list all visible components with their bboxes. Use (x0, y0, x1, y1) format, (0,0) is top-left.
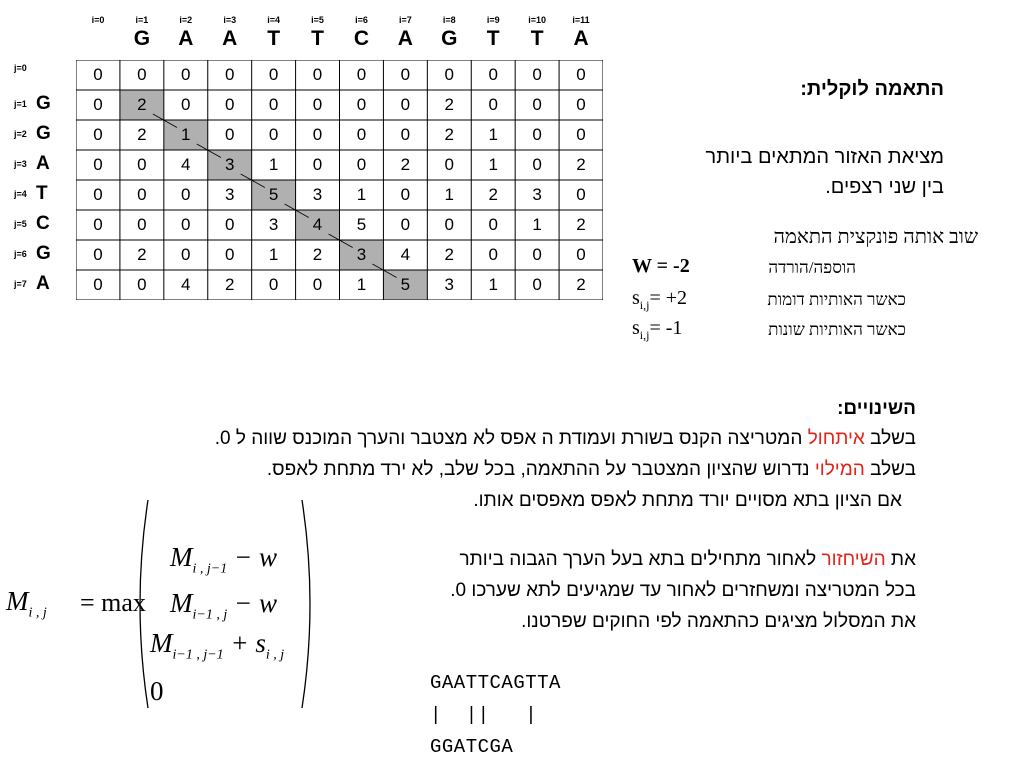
matrix-cell: 4 (296, 210, 340, 240)
local-title: התאמה לוקלית: (800, 78, 944, 100)
col-base: G (441, 27, 458, 50)
col-index: i=9 (486, 15, 500, 25)
local-desc-line1: מציאת האזור המתאים ביותר (705, 146, 944, 168)
matrix-cell: 2 (576, 155, 586, 174)
matrix-cell: 0 (488, 95, 498, 114)
scoring-title: שוב אותה פונקצית התאמה (773, 226, 978, 248)
fill-word: המילוי (814, 459, 865, 480)
matrix-cell: 0 (576, 95, 586, 114)
matrix-cell: 0 (532, 275, 542, 294)
traceback-word: השיחזור (821, 549, 886, 570)
matrix-cell: 0 (312, 155, 323, 174)
row-header (14, 180, 48, 208)
col-base: G (133, 27, 151, 50)
matrix-cell: 0 (224, 95, 235, 114)
col-index: i=7 (398, 15, 412, 25)
col-index: i=8 (442, 15, 456, 25)
matrix-cell: 3 (532, 185, 542, 204)
row-index: j=0 (14, 63, 27, 73)
matrix-cell: 0 (224, 215, 235, 234)
matrix-cell: 2 (400, 155, 411, 174)
matrix-cell: 2 (444, 245, 455, 264)
matrix-cell: 0 (576, 125, 586, 144)
matrix-cell: 0 (93, 155, 103, 174)
matrix-cell: 0 (268, 275, 279, 294)
col-index: i=6 (355, 15, 368, 25)
matrix-cell: 4 (400, 245, 411, 264)
matrix-cell: 1 (356, 275, 367, 294)
matrix-cell: 5 (252, 180, 296, 210)
matrix-cell: 0 (400, 185, 411, 204)
traceback-line1: את השיחזור לאחור מתחילים בתא בעל הערך הגבוה ביותר (459, 549, 916, 570)
col-base: C (353, 27, 370, 50)
match-sub: i,j (639, 298, 650, 312)
matrix-cell: 1 (268, 245, 279, 264)
matrix-cell: 0 (488, 65, 498, 84)
matrix-cell: 1 (488, 275, 498, 294)
row-base: T (36, 183, 48, 204)
matrix-cell: 0 (444, 65, 455, 84)
matrix-cell: 3 (312, 185, 323, 204)
col-base: T (311, 27, 324, 50)
match-rest: = +2 (649, 287, 688, 309)
matrix-cell: 2 (444, 125, 455, 144)
matrix-cell: 3 (268, 215, 279, 234)
row-base: G (36, 93, 51, 114)
gap-value: W = -2 (632, 255, 690, 277)
matrix-cell: 0 (400, 125, 411, 144)
mismatch-rest: = -1 (649, 317, 683, 339)
formula-row2: $M_{i-1 , j} - w$ (170, 588, 277, 623)
matrix-cell: 0 (532, 65, 542, 84)
row-index: j=5 (14, 219, 27, 229)
matrix-cell: 0 (576, 185, 586, 204)
formula-eq-max: = max (80, 588, 146, 617)
matrix-cell: 2 (137, 125, 147, 144)
matrix-cell: 0 (312, 95, 323, 114)
matrix-cell: 0 (181, 185, 191, 204)
matrix-cell: 0 (93, 95, 103, 114)
matrix-cell: 0 (356, 95, 367, 114)
row-header (14, 210, 50, 238)
row-base: A (36, 153, 50, 174)
col-base: A (222, 27, 238, 50)
changes-line3: אם הציון בתא מסויים יורד מתחת לאפס מאפסים אותו. (473, 490, 902, 511)
matrix-cell: 0 (181, 245, 191, 264)
mismatch-s: s (632, 317, 640, 339)
matrix-cell: 3 (340, 240, 384, 270)
traceback-line2: בכל המטריצה ומשחזרים לאחור עד שמגיעים לתא שערכו 0. (450, 580, 916, 601)
matrix-cell: 0 (137, 275, 147, 294)
matrix-cell: 1 (164, 120, 208, 150)
col-base: T (530, 27, 544, 50)
matrix-cell: 3 (444, 275, 455, 294)
matrix-cell: 0 (93, 245, 103, 264)
matrix-cell: 0 (137, 155, 147, 174)
matrix-cell: 0 (93, 125, 103, 144)
changes-line2: בשלב המילוי נדרוש שהציון המצטבר על ההתאמה, בכל שלב, לא ירד מתחת לאפס. (266, 459, 916, 480)
init-word: איתחול (807, 428, 865, 449)
matrix-cell: 0 (356, 125, 367, 144)
mismatch-sub: i,j (639, 328, 650, 342)
matrix-cell: 0 (312, 125, 323, 144)
matrix-cell: 2 (224, 275, 235, 294)
formula-row3: $M_{i-1 , j-1} + s_{i , j}$ (150, 628, 285, 663)
row-header (14, 90, 51, 118)
local-desc-line2: בין שני רצפים. (825, 176, 944, 198)
row-header (14, 150, 50, 178)
col-index: i=11 (572, 15, 590, 25)
col-index: i=4 (267, 15, 280, 25)
col-base: A (573, 27, 589, 50)
row-index: j=4 (14, 189, 27, 199)
col-base: A (178, 27, 194, 50)
col-base: T (486, 27, 500, 50)
alignment-seq1: GAATTCAGTTA (430, 672, 561, 694)
col-index: i=3 (223, 15, 237, 25)
matrix-cell: 0 (268, 95, 279, 114)
matrix-cell: 2 (576, 275, 586, 294)
formula-row1: $M_{i , j-1} - w$ (170, 542, 277, 577)
traceback-line3: את המסלול מציגים כהתאמה לפי החוקים שפרטנו. (521, 611, 916, 632)
mismatch-label: כאשר האותיות שונות (768, 320, 906, 339)
changes-title: השינויים: (837, 398, 916, 419)
matrix-cell: 0 (356, 65, 367, 84)
matrix-cell: 5 (356, 215, 367, 234)
matrix-cell: 4 (181, 275, 191, 294)
matrix-cell: 0 (532, 95, 542, 114)
matrix-cell: 0 (532, 245, 542, 264)
row-header (14, 54, 36, 82)
row-index: j=7 (14, 279, 27, 289)
match-score (632, 287, 687, 313)
matrix-cell: 5 (383, 270, 427, 300)
matrix-cell: 0 (532, 155, 542, 174)
row-base: G (36, 123, 51, 144)
col-index: i=0 (91, 15, 105, 25)
matrix-cell: 2 (488, 185, 498, 204)
matrix-cell: 0 (400, 215, 411, 234)
matrix-cell: 0 (181, 95, 191, 114)
col-index: i=5 (311, 15, 324, 25)
col-index: i=10 (528, 15, 547, 25)
matrix-cell: 0 (312, 65, 323, 84)
matrix-cell: 0 (224, 65, 235, 84)
row-index: j=1 (14, 99, 27, 109)
formula-row4: 0 (150, 676, 164, 706)
matrix-cell: 0 (576, 245, 586, 264)
score-grid (76, 60, 603, 300)
matrix-cell: 0 (488, 245, 498, 264)
matrix-cell: 0 (312, 275, 323, 294)
row-header (14, 270, 50, 298)
matrix-cell: 0 (181, 215, 191, 234)
matrix-cell: 0 (268, 65, 279, 84)
row-header (14, 120, 51, 148)
matrix-cell: 0 (137, 65, 147, 84)
matrix-cell: 1 (268, 155, 279, 174)
matrix-cell: 0 (137, 215, 147, 234)
mismatch-score (632, 317, 682, 343)
row-header (14, 240, 51, 268)
row-base: A (36, 273, 50, 294)
matrix-cell: 2 (444, 95, 455, 114)
matrix-cell: 0 (576, 65, 586, 84)
matrix-cell: 2 (576, 215, 586, 234)
row-index: j=3 (14, 159, 27, 169)
matrix-cell: 0 (532, 125, 542, 144)
row-base: G (36, 243, 51, 264)
changes-line1: בשלב איתחול המטריצה הקנס בשורת ועמודת ה אפס לא מצטבר והערך המוכנס שווה ל 0. (214, 428, 916, 449)
matrix-cell: 1 (356, 185, 367, 204)
matrix-cell: 1 (488, 155, 498, 174)
formula-lhs: $M_{i , j}$ (6, 586, 47, 621)
matrix-cell: 2 (120, 90, 164, 120)
matrix-cell: 0 (268, 125, 279, 144)
col-index: i=1 (135, 15, 149, 25)
matrix-cell: 4 (181, 155, 191, 174)
matrix-cell: 0 (400, 65, 411, 84)
match-label: כאשר האותיות דומות (767, 290, 906, 309)
row-base: C (36, 213, 50, 234)
matrix-cell: 3 (224, 185, 235, 204)
gap-label: הוספה/הורדה (768, 258, 856, 277)
matrix-cell: 0 (356, 155, 367, 174)
matrix-cell: 0 (181, 65, 191, 84)
matrix-cell: 2 (137, 245, 147, 264)
matrix-cell: 0 (444, 155, 455, 174)
matrix-cell: 0 (400, 95, 411, 114)
matrix-cell: 0 (137, 185, 147, 204)
matrix-cell: 3 (208, 150, 252, 180)
col-base: A (397, 27, 413, 50)
matrix-cell: 0 (93, 185, 103, 204)
match-s: s (632, 287, 640, 309)
matrix-cell: 0 (93, 65, 103, 84)
row-index: j=2 (14, 129, 27, 139)
alignment-seq2: GGATCGA (430, 736, 514, 758)
matrix-cell: 0 (93, 275, 103, 294)
row-index: j=6 (14, 249, 27, 259)
col-index: i=2 (179, 15, 193, 25)
matrix-cell: 0 (488, 215, 498, 234)
matrix-cell: 1 (532, 215, 542, 234)
matrix-cell: 1 (488, 125, 498, 144)
matrix-cell: 0 (444, 215, 455, 234)
matrix-cell: 2 (312, 245, 323, 264)
matrix-cell: 0 (224, 245, 235, 264)
matrix-cell: 1 (444, 185, 455, 204)
alignment-bars: | || | (430, 704, 538, 726)
matrix-cell: 0 (93, 215, 103, 234)
matrix-cell: 0 (224, 125, 235, 144)
col-base: T (267, 27, 281, 50)
